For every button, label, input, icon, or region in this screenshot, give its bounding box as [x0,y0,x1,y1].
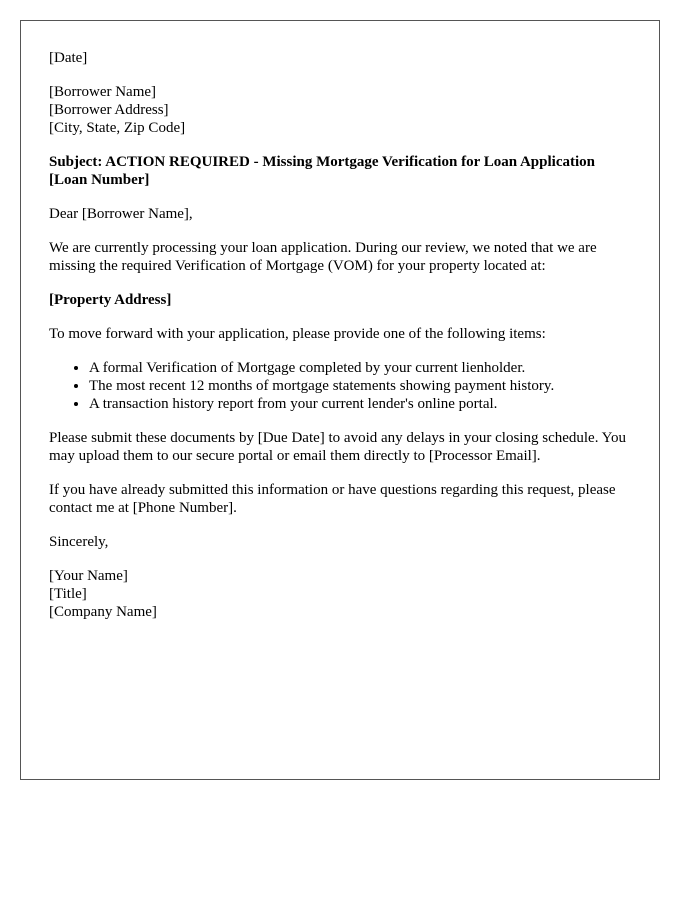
recipient-name: [Borrower Name] [49,84,157,100]
request-lead-paragraph: To move forward with your application, please provide one of the following items: [49,326,546,342]
list-item: • A formal Verification of Mortgage completed by your current lienholder. [89,359,631,377]
property-address: [Property Address] [49,292,172,308]
signer-title: [Title] [49,586,87,602]
recipient-address: [Borrower Address] [49,102,169,118]
signer-name: [Your Name] [49,568,128,584]
closing: Sincerely, [49,534,109,550]
recipient-city-state-zip: [City, State, Zip Code] [49,120,186,136]
letter-page [20,20,660,780]
recipient-block [49,83,631,137]
salutation: Dear [Borrower Name], [49,206,193,222]
letter-date: [Date] [49,50,88,66]
list-item: • A transaction history report from your current lender's online portal. [89,395,631,413]
list-item: • The most recent 12 months of mortgage statements showing payment history. [89,377,631,395]
signature-block [49,567,631,621]
requested-items-list [49,359,631,413]
signer-company: [Company Name] [49,604,157,620]
contact-paragraph: If you have already submitted this information or have questions regarding this request, please contact me at [Phone Number]. [49,482,616,516]
deadline-paragraph: Please submit these documents by [Due Date] to avoid any delays in your closing schedule. You may upload them to our secure portal or email them directly to [Processor Email]. [49,430,626,464]
intro-paragraph: We are currently processing your loan application. During our review, we noted that we are missing the required Verification of Mortgage (VOM) for your property located at: [49,240,597,274]
letter-subject: Subject: ACTION REQUIRED - Missing Mortgage Verification for Loan Application [Loan Number] [49,154,595,188]
